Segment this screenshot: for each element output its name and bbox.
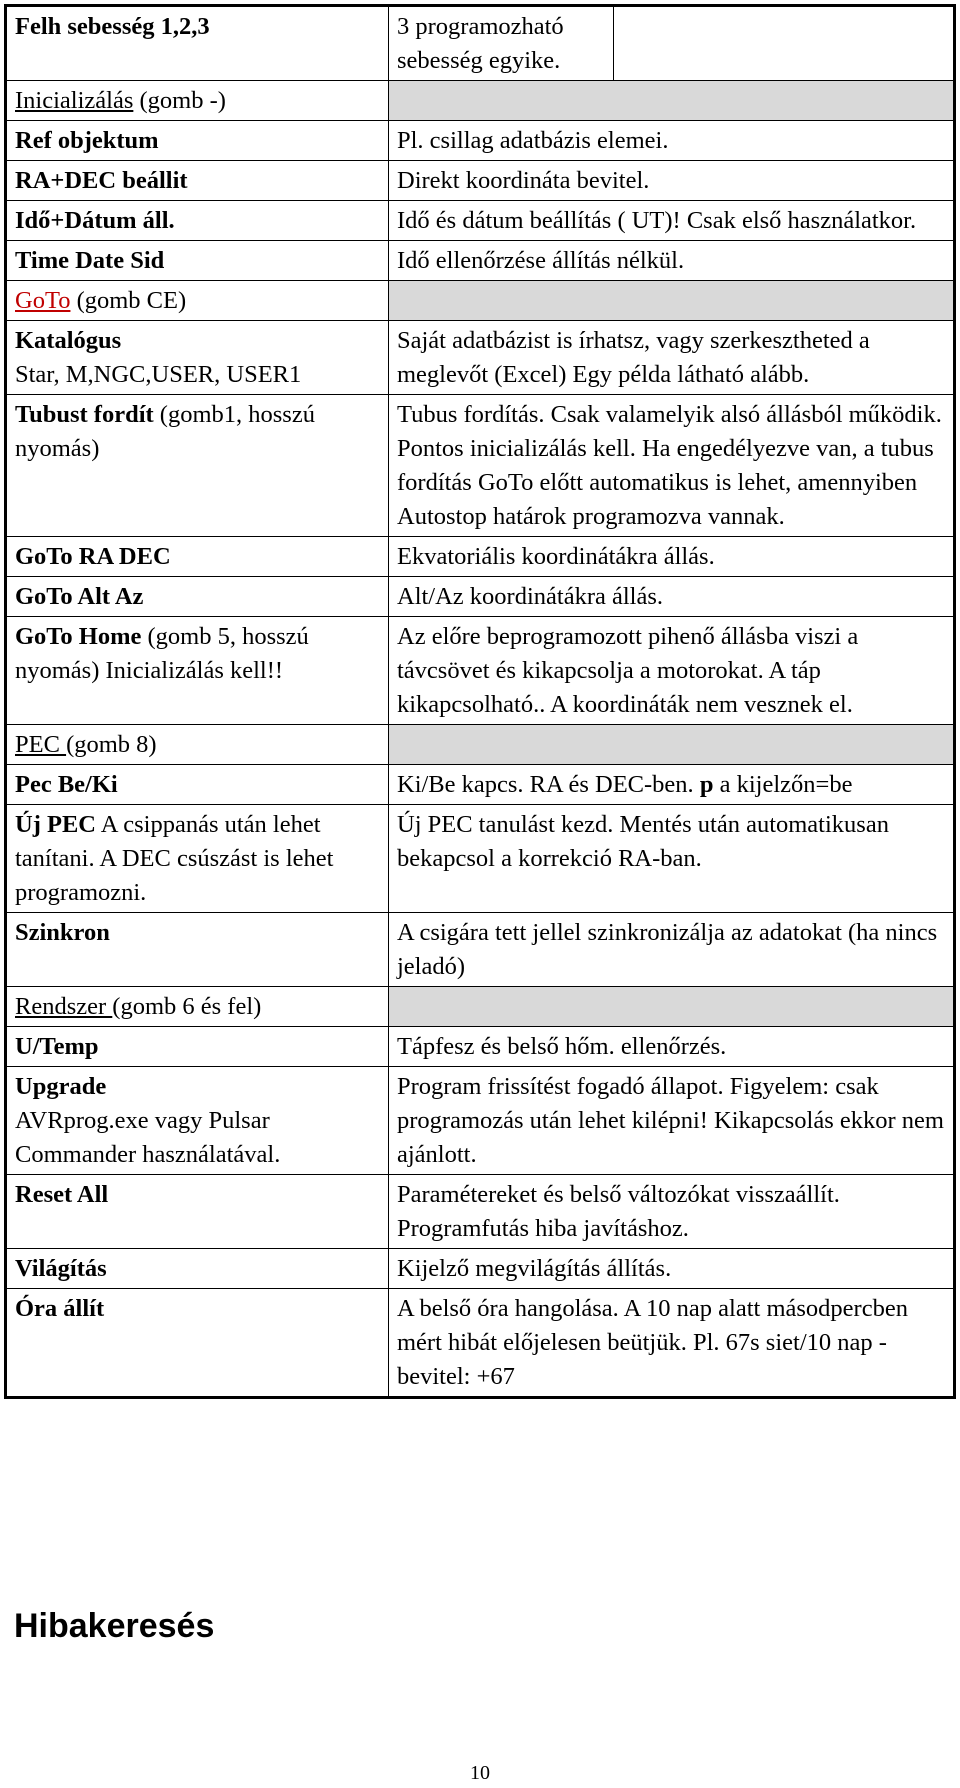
section-header-cell bbox=[6, 81, 389, 121]
description-text: a kijelzőn=be bbox=[713, 771, 853, 798]
table-row bbox=[6, 1027, 955, 1067]
description-text: Direkt koordináta bevitel. bbox=[397, 167, 650, 194]
table-row bbox=[6, 1175, 955, 1249]
table-row bbox=[6, 1249, 955, 1289]
table-row bbox=[6, 765, 955, 805]
settings-table-body bbox=[6, 6, 955, 1398]
table-row bbox=[6, 577, 955, 617]
section-header-row bbox=[6, 725, 955, 765]
table-row bbox=[6, 241, 955, 281]
table-row bbox=[6, 121, 955, 161]
section-header-cell bbox=[6, 987, 389, 1027]
description-text: Pl. csillag adatbázis elemei. bbox=[397, 127, 669, 154]
menu-item-name: GoTo Alt Az bbox=[15, 583, 144, 610]
description-cell bbox=[389, 395, 955, 537]
menu-item-name: Új PEC bbox=[15, 811, 96, 838]
description-cell bbox=[389, 1027, 955, 1067]
description-text: Az előre beprogramozott pihenő állásba viszi a távcsövet és kikapcsolja a motorokat. A táp kikapcsolható.. A koordináták nem vesznek el. bbox=[397, 623, 859, 718]
menu-item-cell bbox=[6, 321, 389, 395]
section-link[interactable]: PEC bbox=[15, 731, 67, 758]
menu-item-name: Tubust fordít bbox=[15, 401, 154, 428]
description-text: Kijelző megvilágítás állítás. bbox=[397, 1255, 672, 1282]
section-header-cell bbox=[6, 281, 389, 321]
description-cell bbox=[389, 913, 955, 987]
menu-item-name: RA+DEC beállit bbox=[15, 167, 188, 194]
table-row bbox=[6, 913, 955, 987]
section-header-fill bbox=[389, 725, 955, 765]
description-cell bbox=[389, 1249, 955, 1289]
table-row bbox=[6, 805, 955, 913]
description-text: Tápfesz és belső hőm. ellenőrzés. bbox=[397, 1033, 727, 1060]
menu-item-name: U/Temp bbox=[15, 1033, 99, 1060]
menu-item-name: Óra állít bbox=[15, 1295, 105, 1322]
menu-item-cell bbox=[6, 1249, 389, 1289]
menu-item-name: Világítás bbox=[15, 1255, 107, 1282]
description-cell bbox=[389, 201, 955, 241]
description-text: Új PEC tanulást kezd. Mentés után automatikusan bekapcsol a korrekció RA-ban. bbox=[397, 811, 889, 872]
menu-item-cell bbox=[6, 395, 389, 537]
menu-item-cell bbox=[6, 241, 389, 281]
description-cell bbox=[389, 537, 955, 577]
menu-item-cell bbox=[6, 121, 389, 161]
menu-item-cell bbox=[6, 1067, 389, 1175]
description-cell bbox=[389, 765, 955, 805]
table-row bbox=[6, 6, 955, 81]
menu-item-name: Reset All bbox=[15, 1181, 109, 1208]
menu-item-cell bbox=[6, 201, 389, 241]
section-header-cell bbox=[6, 725, 389, 765]
menu-item-cell bbox=[6, 577, 389, 617]
menu-item-cell bbox=[6, 1175, 389, 1249]
menu-item-cell bbox=[6, 765, 389, 805]
menu-item-cell bbox=[6, 6, 389, 81]
menu-item-cell bbox=[6, 913, 389, 987]
description-text: Ki/Be kapcs. RA és DEC-ben. bbox=[397, 771, 700, 798]
section-link[interactable]: GoTo bbox=[15, 287, 71, 314]
menu-item-cell bbox=[6, 161, 389, 201]
description-text: Tubus fordítás. Csak valamelyik alsó állásból működik. Pontos inicializálás kell. Ha engedélyezve van, a tubus fordítás GoTo előtt automatikus is lehet, amennyiben Autostop határok programozva vannak. bbox=[397, 401, 942, 530]
menu-item-note: AVRprog.exe vagy Pulsar Commander használatával. bbox=[15, 1107, 281, 1168]
description-cell bbox=[389, 241, 955, 281]
section-heading: Hibakeresés bbox=[14, 1607, 215, 1645]
menu-item-name: Szinkron bbox=[15, 919, 110, 946]
section-header-note: (gomb 8) bbox=[66, 731, 157, 758]
description-cell bbox=[389, 6, 614, 81]
section-header-row bbox=[6, 81, 955, 121]
section-header-row bbox=[6, 987, 955, 1027]
description-text: Program frissítést fogadó állapot. Figyelem: csak programozás után lehet kilépni! Kikapcsolás ekkor nem ajánlott. bbox=[397, 1073, 944, 1168]
description-cell bbox=[389, 121, 955, 161]
description-bold: p bbox=[699, 771, 714, 798]
description-text: A csigára tett jellel szinkronizálja az adatokat (ha nincs jeladó) bbox=[397, 919, 938, 980]
section-header-fill bbox=[389, 281, 955, 321]
menu-item-note: A csippanás után lehet tanítani. A DEC csúszást is lehet programozni. bbox=[15, 811, 334, 906]
page-number: 10 bbox=[470, 1762, 490, 1784]
description-text: A belső óra hangolása. A 10 nap alatt másodpercben mért hibát előjelesen beütjük. Pl. 67s siet/10 nap - bevitel: +67 bbox=[397, 1295, 908, 1390]
settings-table bbox=[4, 4, 956, 1399]
description-text: Ekvatoriális koordinátákra állás. bbox=[397, 543, 715, 570]
menu-item-cell bbox=[6, 537, 389, 577]
section-header-note: (gomb 6 és fel) bbox=[112, 993, 262, 1020]
menu-item-name: GoTo RA DEC bbox=[15, 543, 171, 570]
table-row bbox=[6, 395, 955, 537]
menu-item-name: Katalógus bbox=[15, 327, 122, 354]
menu-item-note: (gomb 5, hosszú nyomás) Inicializálás kell!! bbox=[15, 623, 309, 684]
section-link[interactable]: Inicializálás bbox=[15, 87, 134, 114]
empty-cell bbox=[614, 6, 955, 81]
menu-item-cell bbox=[6, 617, 389, 725]
menu-item-note: (gomb1, hosszú nyomás) bbox=[15, 401, 315, 462]
description-text: 3 programozható sebesség egyike. bbox=[397, 13, 564, 74]
description-text: Alt/Az koordinátákra állás. bbox=[397, 583, 664, 610]
table-row bbox=[6, 617, 955, 725]
table-row bbox=[6, 537, 955, 577]
description-cell bbox=[389, 617, 955, 725]
description-cell bbox=[389, 161, 955, 201]
description-cell bbox=[389, 321, 955, 395]
menu-item-name: Upgrade bbox=[15, 1073, 107, 1100]
description-text: Saját adatbázist is írhatsz, vagy szerkesztheted a meglevőt (Excel) Egy példa látható alább. bbox=[397, 327, 870, 388]
table-row bbox=[6, 1067, 955, 1175]
section-header-note: (gomb -) bbox=[133, 87, 226, 114]
menu-item-name: Pec Be/Ki bbox=[15, 771, 118, 798]
menu-item-cell bbox=[6, 805, 389, 913]
menu-item-cell bbox=[6, 1289, 389, 1398]
menu-item-name: GoTo Home bbox=[15, 623, 142, 650]
menu-item-name: Idő+Dátum áll. bbox=[15, 207, 175, 234]
description-text: Paramétereket és belső változókat visszaállít. Programfutás hiba javításhoz. bbox=[397, 1181, 840, 1242]
section-header-fill bbox=[389, 987, 955, 1027]
menu-item-note: Star, M,NGC,USER, USER1 bbox=[15, 361, 302, 388]
description-text: Idő és dátum beállítás ( UT)! Csak első használatkor. bbox=[397, 207, 917, 234]
table-row bbox=[6, 201, 955, 241]
section-header-note: (gomb CE) bbox=[70, 287, 187, 314]
menu-item-name: Ref objektum bbox=[15, 127, 159, 154]
section-link[interactable]: Rendszer bbox=[15, 993, 113, 1020]
table-row bbox=[6, 1289, 955, 1398]
description-cell bbox=[389, 1175, 955, 1249]
description-cell bbox=[389, 577, 955, 617]
menu-item-name: Time Date Sid bbox=[15, 247, 165, 274]
description-cell bbox=[389, 805, 955, 913]
description-cell bbox=[389, 1067, 955, 1175]
section-header-fill bbox=[389, 81, 955, 121]
table-row bbox=[6, 321, 955, 395]
menu-item-cell bbox=[6, 1027, 389, 1067]
menu-item-name: Felh sebesség 1,2,3 bbox=[15, 13, 210, 40]
section-header-row bbox=[6, 281, 955, 321]
table-row bbox=[6, 161, 955, 201]
description-text: Idő ellenőrzése állítás nélkül. bbox=[397, 247, 685, 274]
description-cell bbox=[389, 1289, 955, 1398]
